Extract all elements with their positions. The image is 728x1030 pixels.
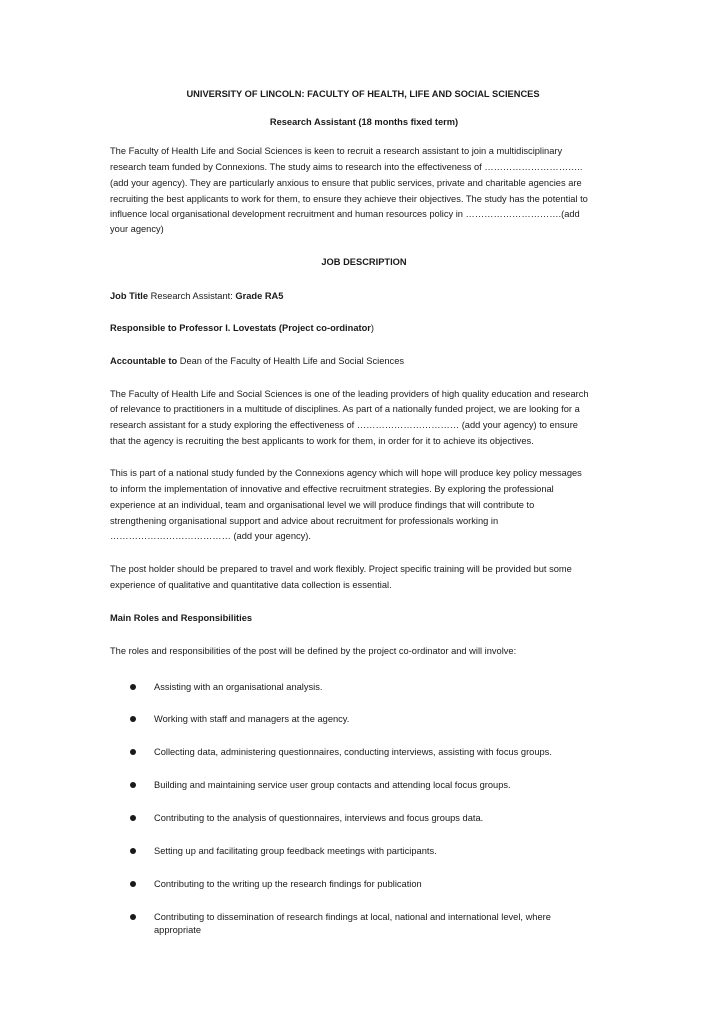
bullet-icon (130, 716, 136, 722)
post-holder-line: experience of qualitative and quantitative data collection is essential. (110, 580, 392, 590)
study-line: experience at an individual, team and organisational level we will produce findings that will contribute to (110, 500, 535, 510)
faculty-line: that the agency is recruiting the best applicants to work for them, in order for it to achieve its objectives. (110, 436, 534, 446)
accountable-value: Dean of the Faculty of Health Life and Social Sciences (177, 356, 405, 366)
study-line: strengthening organisational support and advice about recruitment for professionals working in (110, 516, 499, 526)
study-line: This is part of a national study funded by the Connexions agency which will hope will produce key policy messages (110, 468, 582, 478)
intro-line: The Faculty of Health Life and Social Sciences is keen to recruit a research assistant to join a multidisciplinary (110, 146, 563, 156)
post-holder-line: The post holder should be prepared to travel and work flexibly. Project specific training will be provided but some (110, 564, 572, 574)
study-line: to inform the implementation of innovative and effective recruitment strategies. By exploring the professional (110, 484, 554, 494)
intro-line: recruiting the best applicants to work for them, to ensure they achieve their objectives. The study has the potential to (110, 194, 588, 204)
job-title-line (110, 290, 283, 302)
job-description-heading: JOB DESCRIPTION (321, 257, 407, 267)
list-item-text: Contributing to the analysis of questionnaires, interviews and focus groups data. (154, 813, 484, 823)
job-grade: Grade RA5 (235, 291, 284, 301)
list-item-text: Working with staff and managers at the agency. (154, 714, 350, 724)
accountable-line (110, 355, 404, 367)
list-item-text: Collecting data, administering questionnaires, conducting interviews, assisting with focus groups. (154, 747, 552, 757)
list-item-text: appropriate (154, 925, 202, 935)
faculty-line: research assistant for a study exploring the effectiveness of …………………………… (add your agency) to ensure (110, 420, 578, 430)
list-item-text: Contributing to dissemination of research findings at local, national and international level, where (154, 912, 551, 922)
intro-line: (add your agency). They are particularly anxious to ensure that public services, private and charitable agencies are (110, 178, 582, 188)
list-item-text: Building and maintaining service user group contacts and attending local focus groups. (154, 780, 511, 790)
bullet-icon (130, 881, 136, 887)
bullet-icon (130, 848, 136, 854)
job-title-label: Job Title (110, 291, 149, 301)
responsible-text: Responsible to Professor I. Lovestats (Project co-ordinator (110, 323, 371, 333)
bullet-icon (130, 684, 136, 690)
post-title: Research Assistant (18 months fixed term) (269, 117, 459, 127)
bullet-icon (130, 815, 136, 821)
bullet-icon (130, 749, 136, 755)
faculty-line: The Faculty of Health Life and Social Sciences is one of the leading providers of high quality education and research (110, 389, 589, 399)
responsible-line (110, 322, 374, 334)
bullet-icon (130, 782, 136, 788)
roles-intro: The roles and responsibilities of the post will be defined by the project co-ordinator and will involve: (110, 646, 517, 656)
bullet-icon (130, 914, 136, 920)
intro-line: influence local organisational development recruitment and human resources policy in ………………………….(add (110, 209, 580, 219)
intro-line: your agency) (110, 224, 164, 234)
faculty-line: of relevance to practitioners in a multitude of disciplines. As part of a nationally funded project, we are looking for a (110, 404, 580, 414)
responsible-close: ) (370, 323, 374, 333)
job-title-value: Research Assistant: (148, 291, 236, 301)
study-line: ………………………………… (add your agency). (110, 531, 311, 541)
roles-heading: Main Roles and Responsibilities (110, 613, 253, 623)
intro-line: research team funded by Connexions. The study aims to research into the effectiveness of ………………………….. (110, 162, 583, 172)
list-item-text: Setting up and facilitating group feedback meetings with participants. (154, 846, 437, 856)
university-heading: UNIVERSITY OF LINCOLN: FACULTY OF HEALTH, LIFE AND SOCIAL SCIENCES (186, 89, 540, 99)
list-item-text: Contributing to the writing up the research findings for publication (154, 879, 422, 889)
list-item-text: Assisting with an organisational analysis. (154, 682, 323, 692)
accountable-label: Accountable to (110, 356, 178, 366)
